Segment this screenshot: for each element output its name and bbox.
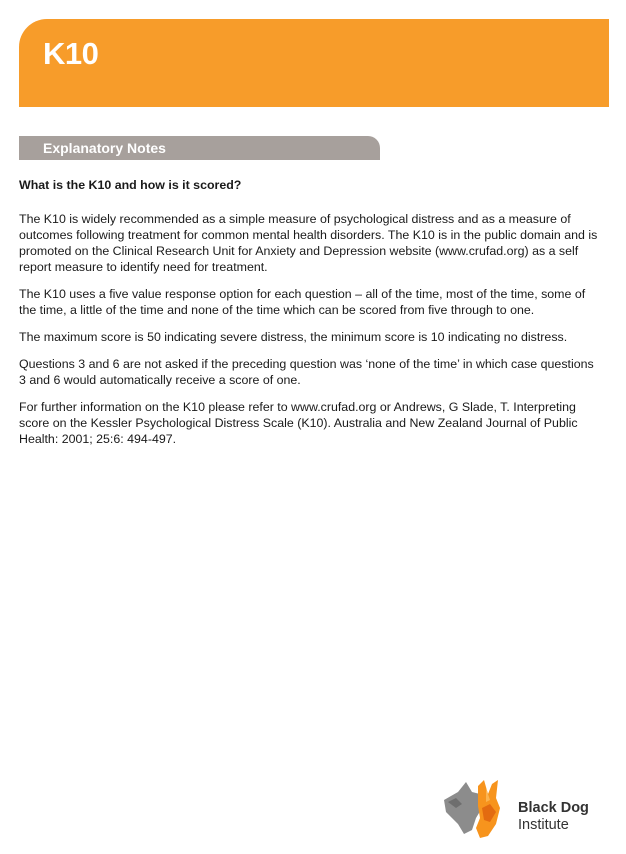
section-question: What is the K10 and how is it scored? <box>19 178 242 192</box>
page-title: K10 <box>43 36 99 71</box>
black-dog-logo-icon <box>442 778 510 840</box>
section-tab-label: Explanatory Notes <box>43 140 166 156</box>
paragraph: The K10 uses a five value response option for each question – all of the time, most of the time, some of the time, a little of the time and none of the time which can be scored from five through to one. <box>19 287 586 317</box>
paragraph: For further information on the K10 please refer to www.crufad.org or Andrews, G Slade, T. Interpreting score on the Kessler Psychological Distress Scale (K10). Australia and New Zealand Journal of Public Health: 2001; 25:6: 494-497. <box>19 400 578 446</box>
brand-name <box>518 800 589 834</box>
header-banner <box>19 19 609 107</box>
brand-logo <box>442 778 592 840</box>
brand-name-line1: Black Dog <box>518 800 589 816</box>
document-body <box>19 177 599 458</box>
brand-name-line2: Institute <box>518 817 569 833</box>
paragraph: The maximum score is 50 indicating severe distress, the minimum score is 10 indicating no distress. <box>19 330 568 344</box>
section-tab <box>19 136 380 160</box>
paragraph: Questions 3 and 6 are not asked if the preceding question was ‘none of the time’ in which case questions 3 and 6 would automatically receive a score of one. <box>19 357 594 387</box>
paragraph: The K10 is widely recommended as a simple measure of psychological distress and as a measure of outcomes following treatment for common mental health disorders. The K10 is in the public domain and is promoted on the Clinical Research Unit for Anxiety and Depression website (www.crufad.org) as a self report measure to identify need for treatment. <box>19 212 598 274</box>
